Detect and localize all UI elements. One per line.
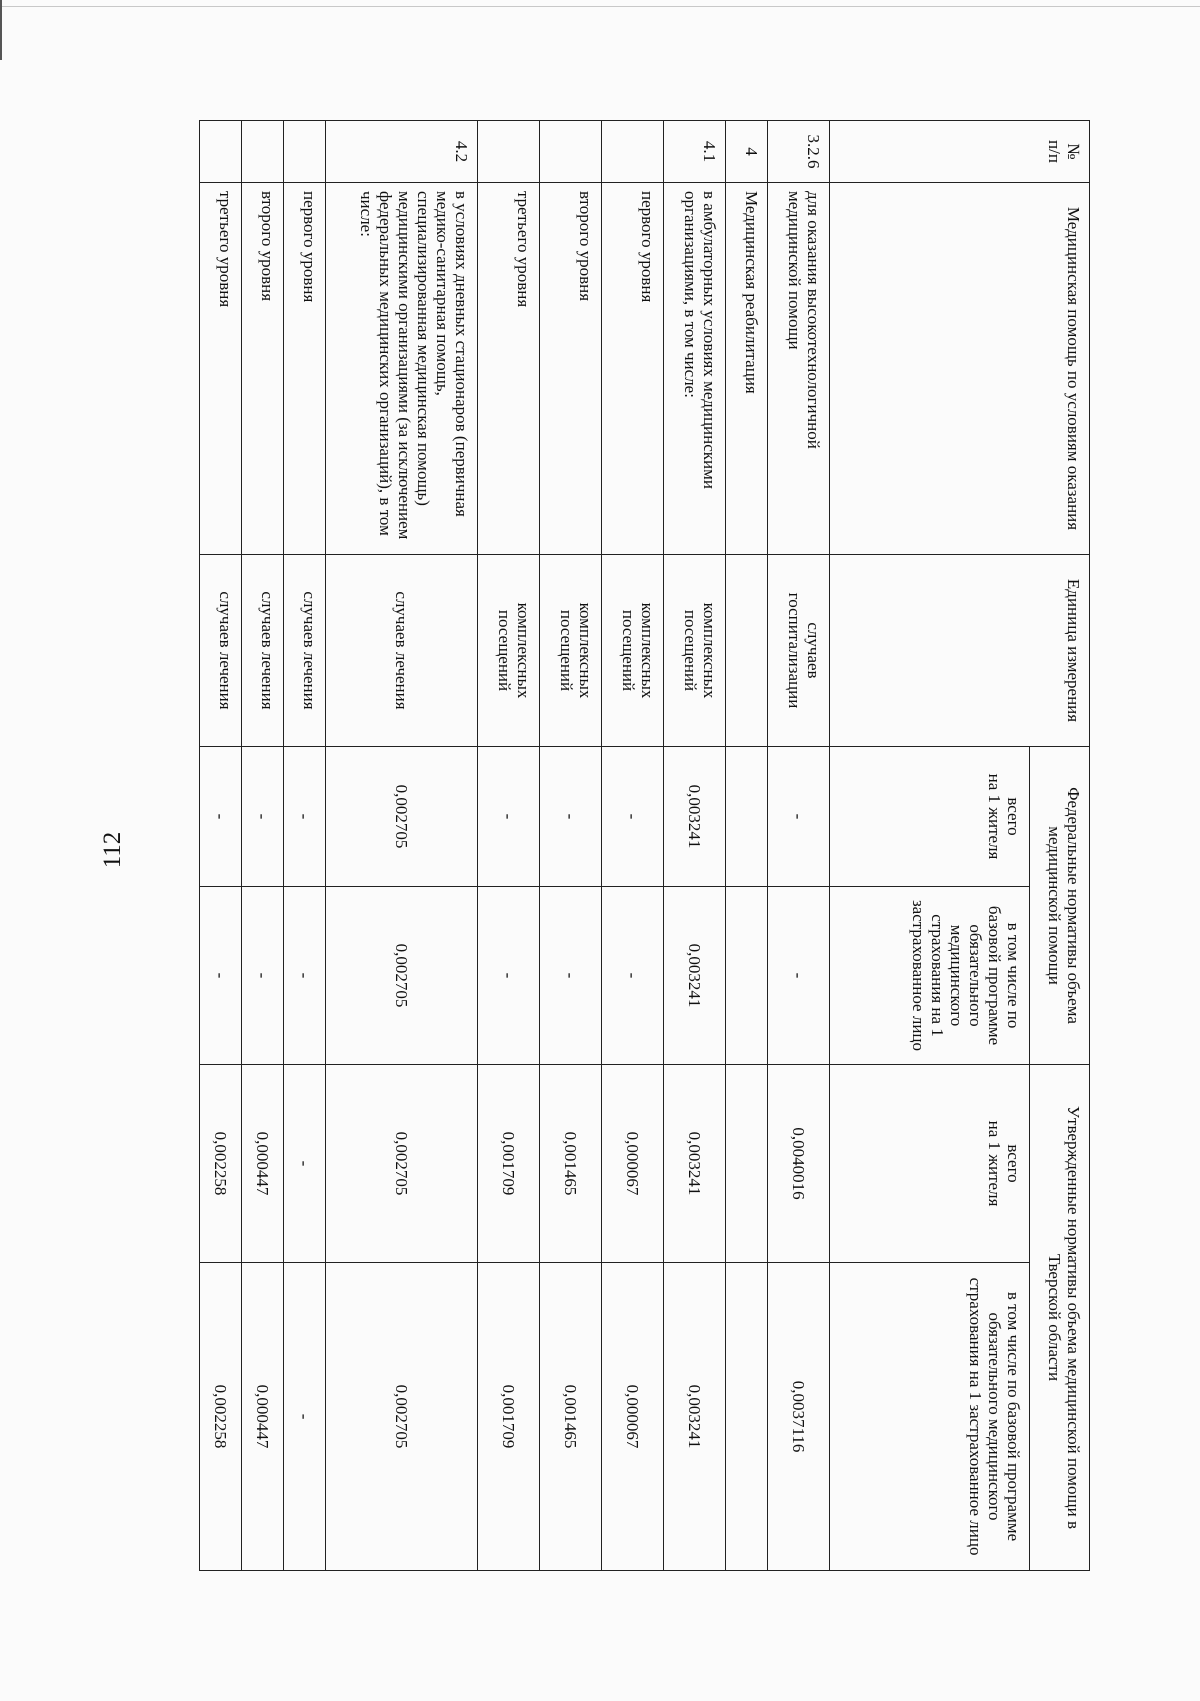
cell-unit: комплексных посещений: [664, 555, 726, 747]
cell-fed-total: -: [602, 747, 664, 887]
table-row: [768, 121, 830, 1571]
cell-num: [540, 121, 602, 183]
cell-fed-oms: 0,003241: [664, 887, 726, 1065]
cell-unit: случаев лечения: [326, 555, 478, 747]
cell-fed-oms: 0,002705: [326, 887, 478, 1065]
cell-reg-total: -: [284, 1065, 326, 1263]
cell-num: [602, 121, 664, 183]
cell-unit: случаев лечения: [284, 555, 326, 747]
cell-fed-total: -: [200, 747, 242, 887]
table-row: [602, 121, 664, 1571]
header-reg-oms: в том числе по базовой программе обязательного медицинского страхования на 1 застрахованное лицо: [830, 1263, 1030, 1571]
cell-care: второго уровня: [242, 183, 284, 555]
cell-care: Медицинская реабилитация: [726, 183, 768, 555]
scan-left-edge: [0, 0, 2, 60]
cell-care: второго уровня: [540, 183, 602, 555]
rotated-table-container: [175, 120, 1090, 1570]
scan-top-edge: [0, 6, 1200, 7]
cell-reg-total: 0,001709: [478, 1065, 540, 1263]
cell-num: 4: [726, 121, 768, 183]
cell-fed-total: 0,003241: [664, 747, 726, 887]
table-row: [242, 121, 284, 1571]
cell-care: первого уровня: [284, 183, 326, 555]
cell-fed-total: 0,002705: [326, 747, 478, 887]
table-row: [326, 121, 478, 1571]
header-fed-oms: в том числе по базовой программе обязательного медицинского страхования на 1 застрахованное лицо: [830, 887, 1030, 1065]
cell-fed-total: -: [242, 747, 284, 887]
cell-reg-oms: 0,000447: [242, 1263, 284, 1571]
cell-fed-oms: -: [200, 887, 242, 1065]
cell-unit: комплексных посещений: [540, 555, 602, 747]
cell-care: третьего уровня: [200, 183, 242, 555]
table-row: [284, 121, 326, 1571]
cell-fed-total: -: [768, 747, 830, 887]
cell-num: [200, 121, 242, 183]
cell-fed-oms: -: [284, 887, 326, 1065]
cell-num: [478, 121, 540, 183]
cell-reg-total: [726, 1065, 768, 1263]
cell-fed-total: -: [540, 747, 602, 887]
table-row: [726, 121, 768, 1571]
header-num: № п/п: [830, 121, 1090, 183]
cell-reg-oms: 0,000067: [602, 1263, 664, 1571]
header-care: Медицинская помощь по условиям оказания: [830, 183, 1090, 555]
norms-table: [199, 120, 1090, 1571]
cell-unit: случаев лечения: [242, 555, 284, 747]
cell-fed-oms: -: [242, 887, 284, 1065]
cell-reg-total: 0,000067: [602, 1065, 664, 1263]
cell-reg-oms: 0,001709: [478, 1263, 540, 1571]
cell-reg-oms: 0,001465: [540, 1263, 602, 1571]
cell-reg-oms: -: [284, 1263, 326, 1571]
header-unit: Единица измерения: [830, 555, 1090, 747]
cell-care: третьего уровня: [478, 183, 540, 555]
cell-fed-total: -: [284, 747, 326, 887]
cell-num: [242, 121, 284, 183]
table-row: [664, 121, 726, 1571]
cell-fed-total: [726, 747, 768, 887]
cell-reg-oms: [726, 1263, 768, 1571]
cell-care: в условиях дневных стационаров (первичная медико-санитарная помощь, специализированная медицинская помощь) медицинскими организациями (за исключением федеральных медицинских организаций), в том числе:: [326, 183, 478, 555]
cell-num: 4.1: [664, 121, 726, 183]
cell-fed-total: -: [478, 747, 540, 887]
cell-fed-oms: [726, 887, 768, 1065]
cell-num: [284, 121, 326, 183]
cell-care: первого уровня: [602, 183, 664, 555]
cell-reg-oms: 0,002258: [200, 1263, 242, 1571]
header-federal: Федеральные нормативы объема медицинской помощи: [1030, 747, 1090, 1065]
header-fed-total: всего на 1 жителя: [830, 747, 1030, 887]
cell-num: 3.2.6: [768, 121, 830, 183]
cell-reg-total: 0,001465: [540, 1065, 602, 1263]
cell-care: в амбулаторных условиях медицинскими организациями, в том числе:: [664, 183, 726, 555]
header-reg-total: всего на 1 жителя: [830, 1065, 1030, 1263]
cell-reg-total: 0,002705: [326, 1065, 478, 1263]
cell-reg-total: 0,000447: [242, 1065, 284, 1263]
table-row: [540, 121, 602, 1571]
header-row-1: [1030, 121, 1090, 1571]
cell-reg-oms: 0,0037116: [768, 1263, 830, 1571]
cell-reg-total: 0,002258: [200, 1065, 242, 1263]
cell-num: 4.2: [326, 121, 478, 183]
cell-fed-oms: -: [768, 887, 830, 1065]
cell-fed-oms: -: [478, 887, 540, 1065]
cell-unit: случаев госпитализации: [768, 555, 830, 747]
cell-fed-oms: -: [540, 887, 602, 1065]
cell-reg-total: 0,003241: [664, 1065, 726, 1263]
cell-care: для оказания высокотехнологичной медицинской помощи: [768, 183, 830, 555]
cell-unit: комплексных посещений: [602, 555, 664, 747]
header-approved: Утвержденные нормативы объема медицинской помощи в Тверской области: [1030, 1065, 1090, 1571]
page-number-text: 112: [99, 831, 126, 869]
cell-unit: [726, 555, 768, 747]
cell-reg-total: 0,0040016: [768, 1065, 830, 1263]
cell-reg-oms: 0,003241: [664, 1263, 726, 1571]
cell-reg-oms: 0,002705: [326, 1263, 478, 1571]
cell-unit: комплексных посещений: [478, 555, 540, 747]
cell-fed-oms: -: [602, 887, 664, 1065]
table-row: [200, 121, 242, 1571]
table-row: [478, 121, 540, 1571]
cell-unit: случаев лечения: [200, 555, 242, 747]
